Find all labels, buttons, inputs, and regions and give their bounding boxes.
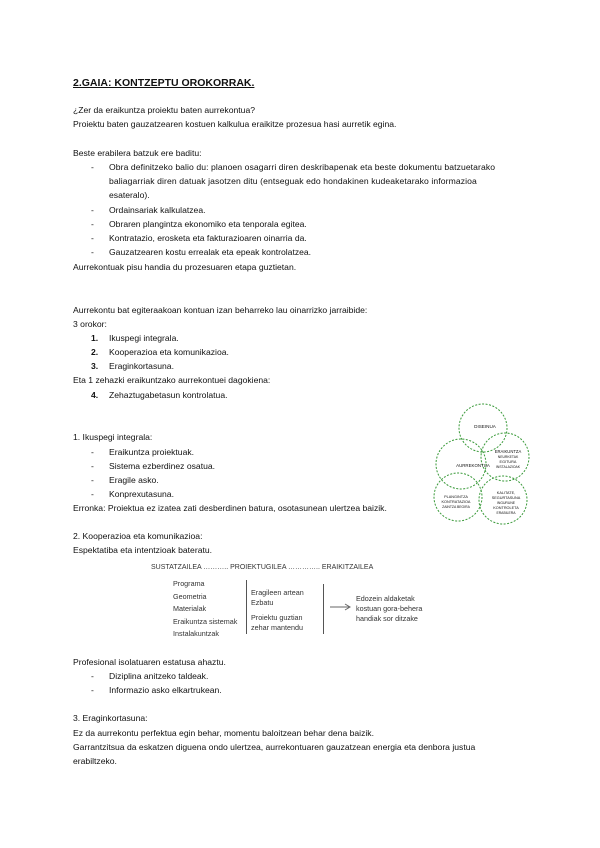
- uses-item: Gauzatzearen kostu errealak eta epeak kontrolatzea.: [109, 247, 312, 257]
- principle-number: 1.: [91, 333, 99, 343]
- uses-item: Kontratazio, erosketa eta fakturazioaren oinarria da.: [109, 233, 307, 243]
- venn-label-measurements: NEURKETAK: [497, 455, 519, 459]
- section1-item: Eragile asko.: [109, 475, 159, 485]
- arrow-right-icon: [330, 603, 352, 611]
- venn-label-quality: KALITATE,: [496, 491, 516, 495]
- principles-intro: Aurrekontu bat egiteraakoan kontuan izan beharreko lau oinarrizko jarraibide:: [73, 305, 368, 315]
- venn-label-environment: INGURUNE: [496, 501, 516, 505]
- bullet-dash: -: [91, 233, 94, 243]
- coop-mid-line: Proiektu guztian: [251, 613, 303, 622]
- bullet-dash: -: [91, 447, 94, 457]
- bullet-dash: -: [91, 247, 94, 257]
- principle-text: Kooperazioa eta komunikazioa.: [109, 347, 229, 357]
- intro-question: ¿Zer da eraikuntza proiektu baten aurrekontua?: [73, 105, 256, 115]
- bullet-dash: -: [91, 671, 94, 681]
- coop-left-item: Materialak: [173, 604, 207, 613]
- coop-right-line: handiak sor ditzake: [356, 614, 418, 623]
- coop-right-line: Edozein aldaketak: [356, 594, 415, 603]
- uses-footer: Aurrekontuak pisu handia du prozesuaren etapa guztietan.: [73, 262, 297, 272]
- section3-line: Ez da aurrekontu perfektua egin behar, momentu baloitzean behar dena baizik.: [73, 728, 374, 738]
- venn-label-design: DISEINUA: [474, 424, 496, 429]
- coop-mid-line: Ezbatu: [251, 598, 274, 607]
- venn-label-planning: PLANGINTZA: [444, 495, 468, 499]
- section2-subheading: Espektatiba eta intentzioak bateratu.: [73, 545, 213, 555]
- bullet-dash: -: [91, 489, 94, 499]
- venn-label-safety: SEGURTASUNA: [491, 496, 521, 500]
- section2-heading: 2. Kooperazioa eta komunikazioa:: [73, 531, 203, 541]
- bullet-dash: -: [91, 461, 94, 471]
- uses-item: Obraren plangintza ekonomiko eta tenporala egitea.: [109, 219, 307, 229]
- venn-label-budget: AURREKONTUA: [456, 463, 490, 468]
- venn-label-installations: INSTALAZIOAK: [495, 465, 521, 469]
- coop-left-item: Instalakuntzak: [173, 629, 219, 638]
- section1-item: Konprexutasuna.: [109, 489, 174, 499]
- principles-subheading: 3 orokor:: [73, 319, 107, 329]
- coop-diagram: [140, 574, 440, 652]
- venn-label-structure: EGITURA: [499, 460, 517, 464]
- uses-heading: Beste erabilera batzuk ere baditu:: [73, 148, 202, 158]
- venn-label-contracting: KONTRATAZIOA: [441, 500, 471, 504]
- venn-label-maintenance: ZAINTZA BEGIRA: [442, 505, 470, 509]
- section3-line: erabiltzeko.: [73, 756, 117, 766]
- uses-item-1-line-3: esateralo).: [109, 190, 150, 200]
- section3-heading: 3. Eraginkortasuna:: [73, 713, 148, 723]
- coop-left-item: Geometria: [173, 592, 207, 601]
- section3-line: Garrantzitsua da eskatzen diguena ondo ulertzea, aurrekontuaren gauzatzean energia eta denbora justua: [73, 742, 476, 752]
- section2-item: Diziplina anitzeko taldeak.: [109, 671, 209, 681]
- principle-number: 3.: [91, 361, 99, 371]
- section2-item: Informazio asko elkartrukean.: [109, 685, 222, 695]
- coop-diagram-header: SUSTATZAILEA ……….. PROIEKTUGILEA ………….. ERAIKITZAILEA: [151, 564, 374, 571]
- section1-item: Eraikuntza proiektuak.: [109, 447, 195, 457]
- bullet-dash: -: [91, 685, 94, 695]
- coop-left-item: Eraikuntza sistemak: [173, 617, 238, 626]
- uses-item: Ordainsariak kalkulatzea.: [109, 205, 206, 215]
- principle-text: Ikuspegi integrala.: [109, 333, 179, 343]
- section1-item: Sistema ezberdinez osatua.: [109, 461, 216, 471]
- venn-circle-quality: [479, 476, 527, 524]
- coop-divider-left: [246, 580, 247, 634]
- section2-note: Profesional isolatuaren estatusa ahaztu.: [73, 657, 226, 667]
- principle-number: 4.: [91, 390, 99, 400]
- section1-heading: 1. Ikuspegi integrala:: [73, 432, 153, 442]
- coop-mid-line: zehar mantendu: [251, 623, 303, 632]
- principles-specific-heading: Eta 1 zehazki eraikuntzako aurrekontuei dagokiena:: [73, 375, 271, 385]
- section1-conclusion: Erronka: Proiektua ez izatea zati desberdinen batura, osotasunean ulertzea baizik.: [73, 503, 387, 513]
- coop-divider-right: [323, 584, 324, 634]
- coop-right-line: kostuan gora-behera: [356, 604, 423, 613]
- principle-text: Zehaztugabetasun kontrolatua.: [109, 390, 228, 400]
- page-title: 2.GAIA: KONTZEPTU OROKORRAK.: [73, 77, 255, 89]
- uses-item-1-line-1: Obra definitzeko balio du: planoen osagarri diren deskribapenak eta beste dokumentu batzuetarako: [109, 162, 496, 172]
- intro-answer: Proiektu baten gauzatzearen kostuen kalkulua eraikitze prozesua hasi aurretik egina.: [73, 119, 397, 129]
- coop-left-item: Programa: [173, 579, 205, 588]
- venn-label-use: ERABILERA: [496, 511, 516, 515]
- bullet-dash: -: [91, 475, 94, 485]
- venn-label-construction: ERAIKUNTZA: [494, 449, 522, 454]
- venn-label-control: KONTROLETA: [493, 506, 519, 510]
- bullet-dash: -: [91, 205, 94, 215]
- principle-number: 2.: [91, 347, 99, 357]
- principle-text: Eraginkortasuna.: [109, 361, 174, 371]
- bullet-dash: -: [91, 219, 94, 229]
- coop-mid-line: Eragileen artean: [251, 588, 304, 597]
- uses-item-1-line-2: baliagarriak diren datuak jasotzen ditu (entseguak edo hondakinen kudeaketarako informazioa: [109, 176, 477, 186]
- venn-diagram: [428, 402, 538, 526]
- bullet-dash: -: [91, 162, 94, 172]
